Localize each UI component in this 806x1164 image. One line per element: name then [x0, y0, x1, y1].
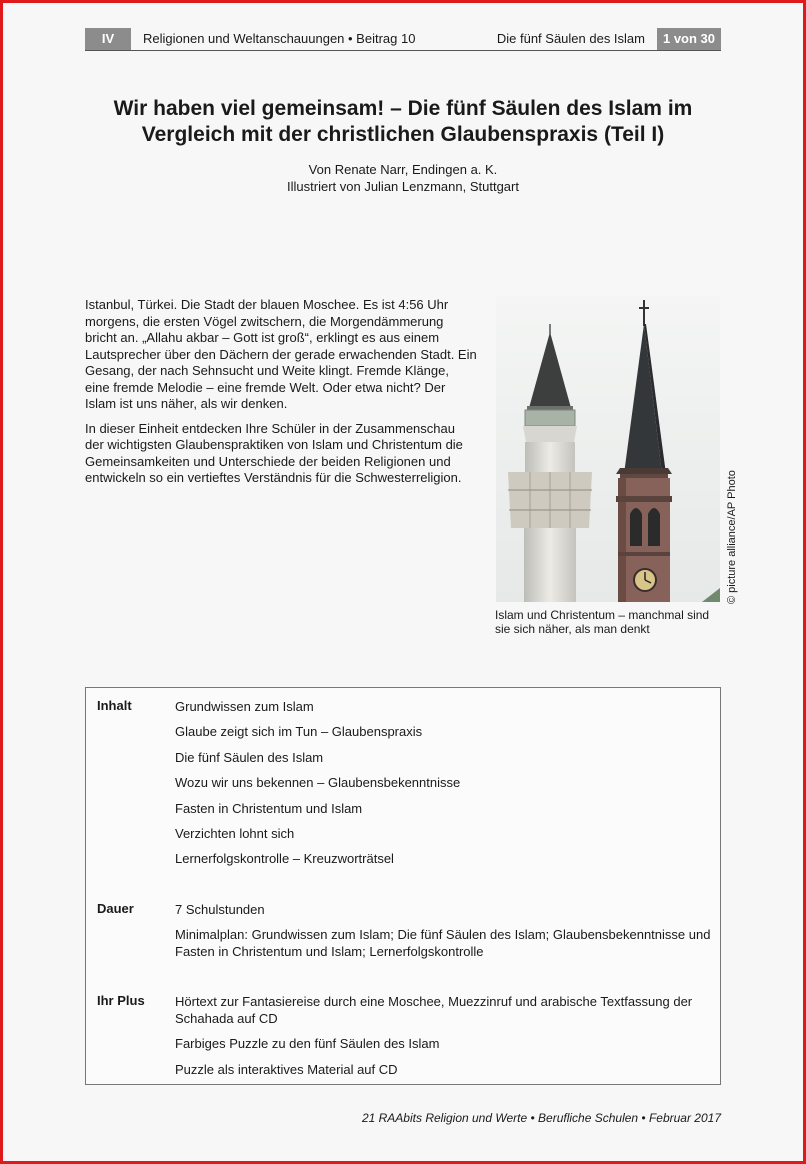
section-items-ihr-plus	[175, 993, 715, 1086]
author-line: Von Renate Narr, Endingen a. K.	[308, 162, 498, 177]
section-label-ihr-plus: Ihr Plus	[97, 993, 145, 1008]
illustrator-line: Illustriert von Julian Lenzmann, Stuttgart	[287, 179, 519, 194]
section-label-inhalt: Inhalt	[97, 698, 132, 713]
intro-text	[85, 297, 477, 495]
series-label: Religionen und Weltanschauungen • Beitrag 10	[143, 31, 416, 46]
minaret-and-church-photo	[496, 296, 720, 602]
list-item: Die fünf Säulen des Islam	[175, 749, 324, 765]
section-items-inhalt	[175, 698, 715, 876]
list-item: Puzzle als interaktives Material auf CD	[175, 1061, 398, 1077]
intro-paragraph-2: In dieser Einheit entdecken Ihre Schüler in der Zusammenschau der wichtigsten Glaubenspraktiken von Islam und Christentum die Gemeinsamkeiten und Unterschiede der beiden Religionen und entwickeln so ein vertieftes Verständnis für die Schwesterreligion.	[85, 420, 463, 485]
topic-label: Die fünf Säulen des Islam	[496, 31, 645, 46]
list-item: 7 Schulstunden	[175, 902, 265, 917]
page-title	[85, 96, 721, 148]
section-label-dauer: Dauer	[97, 901, 134, 916]
page-footer: 21 RAAbits Religion und Werte • Berufliche Schulen • Februar 2017	[361, 1111, 721, 1125]
list-item: Fasten in Christentum und Islam	[175, 800, 363, 816]
list-item: Farbiges Puzzle zu den fünf Säulen des Islam	[175, 1036, 440, 1052]
list-item: Hörtext zur Fantasiereise durch eine Moschee, Muezzinruf und arabische Textfassung der Schahada auf CD	[175, 994, 693, 1026]
photo-caption: Islam und Christentum – manchmal sind sie sich näher, als man denkt	[495, 608, 710, 636]
list-item: Lernerfolgskontrolle – Kreuzworträtsel	[175, 851, 394, 867]
title-line-2: Vergleich mit der christlichen Glaubenspraxis (Teil I)	[141, 123, 665, 146]
title-line-1: Wir haben viel gemeinsam! – Die fünf Säulen des Islam im	[113, 97, 693, 120]
page-header	[85, 28, 721, 51]
list-item: Grundwissen zum Islam	[175, 699, 314, 714]
page-number-badge: 1 von 30	[657, 28, 721, 50]
authors	[85, 161, 721, 195]
section-items-dauer	[175, 901, 715, 969]
list-item: Wozu wir uns bekennen – Glaubensbekenntnisse	[175, 775, 461, 791]
chapter-badge: IV	[85, 28, 131, 50]
list-item: Minimalplan: Grundwissen zum Islam; Die fünf Säulen des Islam; Glaubensbekenntnisse und Fasten in Christentum und Islam; Lernerfolgskontrolle	[175, 927, 711, 960]
list-item: Verzichten lohnt sich	[175, 825, 295, 841]
intro-paragraph-1: Istanbul, Türkei. Die Stadt der blauen Moschee. Es ist 4:56 Uhr morgens, die ersten Vögel zwitschern, die Morgendämmerung bricht an. „Allahu akbar – Gott ist groß“, erklingt es aus einem Lautsprecher über den Dächern der gerade erwachenden Stadt. Ein Gesang, der nach Sehnsucht und Weite klingt. Fremde Klänge, eine fremde Melodie – eine fremde Welt. Oder etwa nicht? Der Islam ist uns näher, als wir denken.	[85, 297, 477, 411]
list-item: Glaube zeigt sich im Tun – Glaubenspraxis	[175, 724, 423, 740]
overview-box	[85, 687, 721, 1085]
